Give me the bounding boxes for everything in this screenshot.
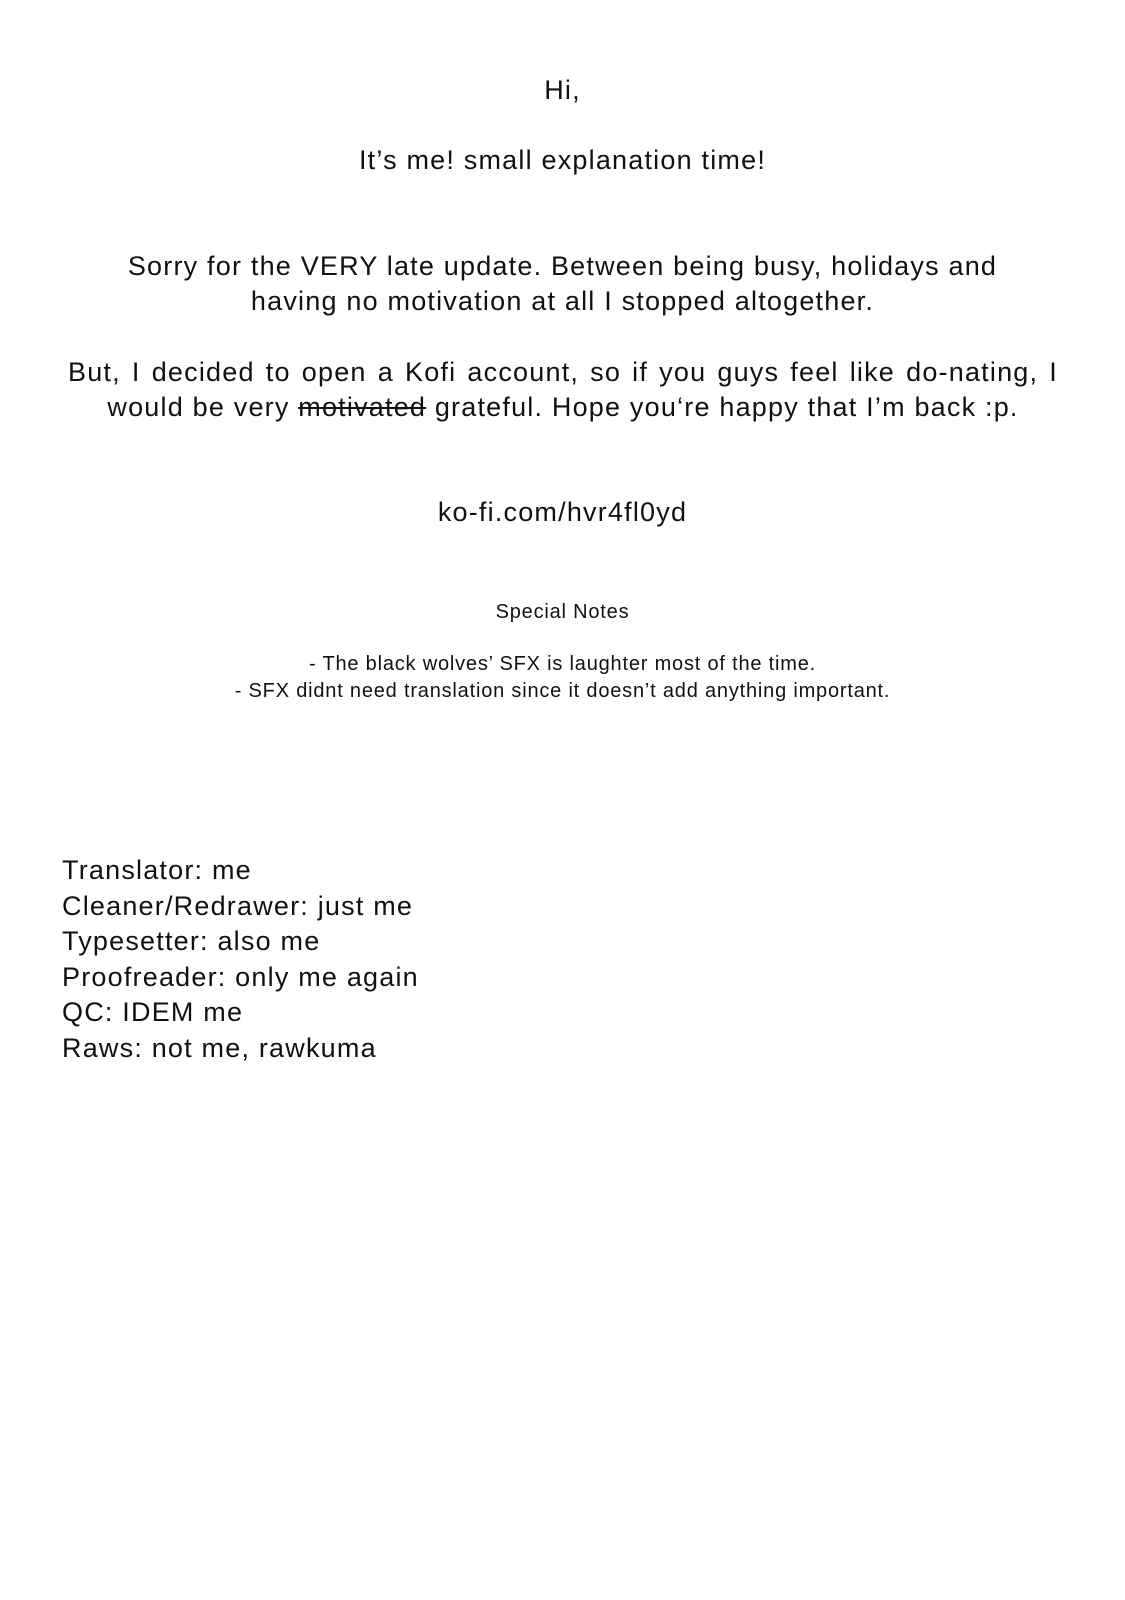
apology-paragraph <box>0 249 1125 319</box>
struck-word: motivated <box>298 392 427 422</box>
intro-text: It’s me! small explanation time! <box>358 145 767 175</box>
apology-line-2: having no motivation at all I stopped altogether. <box>250 286 875 316</box>
special-note-item: - SFX didnt need translation since it doesn’t add anything important. <box>234 680 891 702</box>
special-notes-title: Special Notes <box>495 601 630 623</box>
kofi-link: ko-fi.com/hvr4fl0yd <box>437 497 688 527</box>
special-note-item: - The black wolves’ SFX is laughter most of the time. <box>308 653 817 675</box>
credit-qc: QC: IDEM me <box>62 997 244 1027</box>
credits-list <box>62 853 762 1066</box>
credit-cleaner-redrawer: Cleaner/Redrawer: just me <box>62 890 414 921</box>
greeting-text: Hi, <box>544 75 581 105</box>
credit-proofreader: Proofreader: only me again <box>62 961 419 992</box>
kofi-paragraph-part-1: But, I decided to open a Kofi account, so if you guys feel like do-nating, I would be very <box>68 357 1058 422</box>
credit-translator: Translator: me <box>62 855 252 885</box>
apology-line-1: Sorry for the VERY late update. Between being busy, holidays and <box>127 251 998 281</box>
kofi-paragraph <box>68 355 1058 425</box>
credit-typesetter: Typesetter: also me <box>62 926 321 956</box>
special-notes-list <box>0 651 1125 705</box>
credit-raws: Raws: not me, rawkuma <box>62 1032 377 1063</box>
kofi-paragraph-part-2: grateful. Hope you‘re happy that I’m back :p. <box>426 392 1019 422</box>
